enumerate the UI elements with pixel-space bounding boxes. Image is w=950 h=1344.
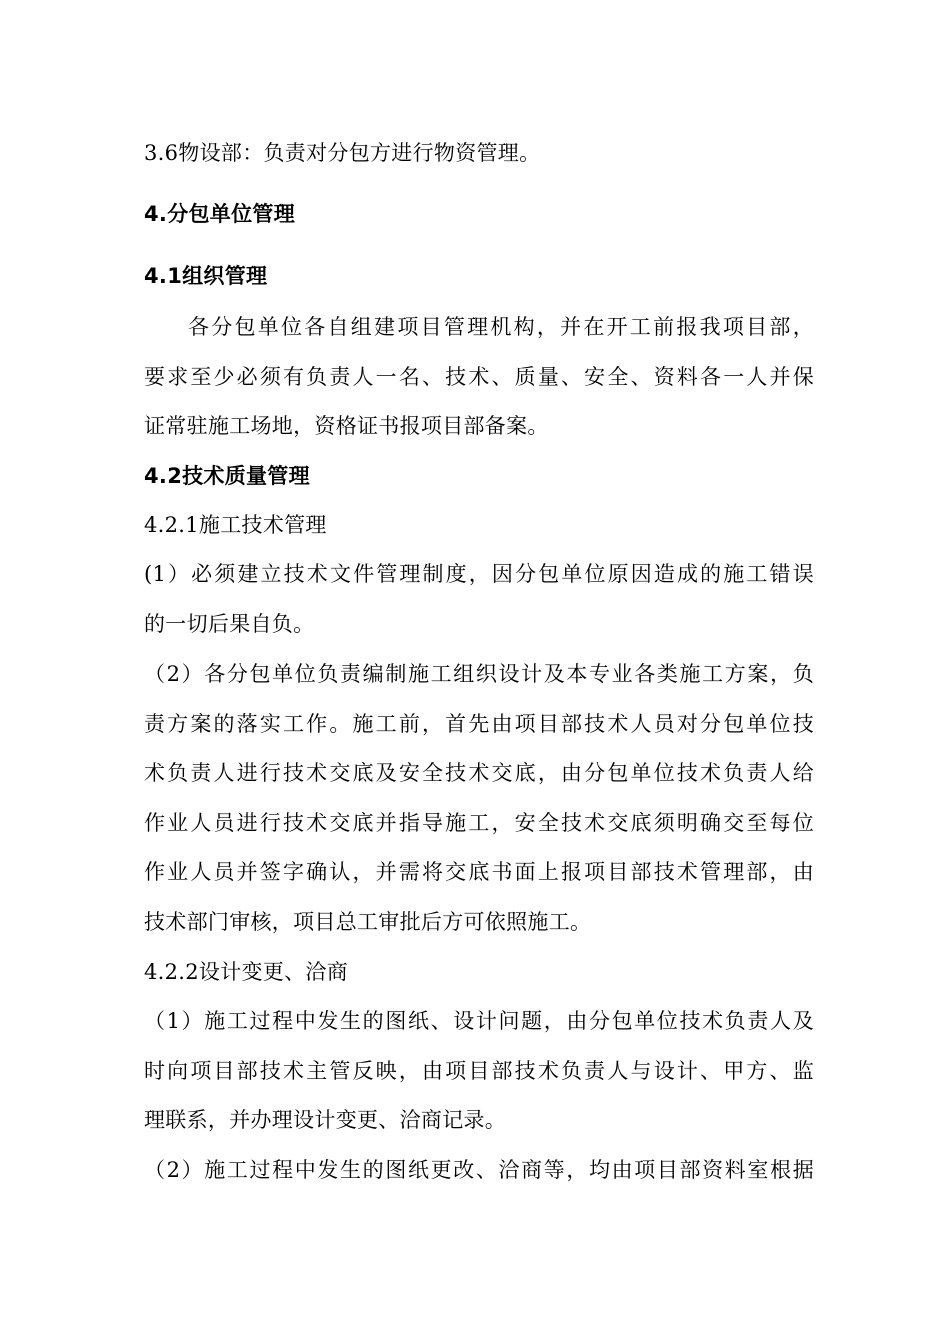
paragraph-4-1-line-2: 要求至少必须有负责人一名、技术、质量、安全、资料各一人并保	[144, 365, 814, 389]
item-2-line-3: 术负责人进行技术交底及安全技术交底，由分包单位技术负责人给	[144, 761, 814, 785]
paragraph-4-1-line-3: 证常驻施工场地，资格证书报项目部备案。	[144, 414, 549, 438]
item-1-line-2: 的一切后果自负。	[144, 612, 315, 636]
subheading-4-2-2: 4.2.2设计变更、洽商	[144, 960, 349, 984]
item-2-line-6: 技术部门审核，项目总工审批后方可依照施工。	[144, 910, 592, 934]
item-1-line-1: (1）必须建立技术文件管理制度，因分包单位原因造成的施工错误	[144, 562, 814, 586]
item-2-line-1: （2）各分包单位负责编制施工组织设计及本专业各类施工方案，负	[144, 662, 814, 686]
subheading-4-2-1: 4.2.1施工技术管理	[144, 513, 327, 537]
change-item-1-line-3: 理联系，并办理设计变更、洽商记录。	[144, 1108, 507, 1132]
item-2-line-5: 作业人员并签字确认，并需将交底书面上报项目部技术管理部，由	[144, 860, 814, 884]
change-item-1-line-2: 时向项目部技术主管反映，由项目部技术负责人与设计、甲方、监	[144, 1059, 814, 1083]
item-2-line-4: 作业人员进行技术交底并指导施工，安全技术交底须明确交至每位	[144, 811, 814, 835]
change-item-2-line-1: （2）施工过程中发生的图纸更改、洽商等，均由项目部资料室根据	[144, 1158, 814, 1182]
change-item-1-line-1: （1）施工过程中发生的图纸、设计问题，由分包单位技术负责人及	[144, 1009, 814, 1033]
item-2-line-2: 责方案的落实工作。施工前，首先由项目部技术人员对分包单位技	[144, 712, 814, 736]
heading-4-2: 4.2技术质量管理	[144, 464, 310, 488]
paragraph-4-1-line-1: 各分包单位各自组建项目管理机构，并在开工前报我项目部，	[188, 315, 814, 339]
section-3-6-text: 3.6物设部：负责对分包方进行物资管理。	[144, 141, 541, 165]
heading-4-1: 4.1组织管理	[144, 264, 268, 288]
heading-4: 4.分包单位管理	[144, 202, 295, 226]
